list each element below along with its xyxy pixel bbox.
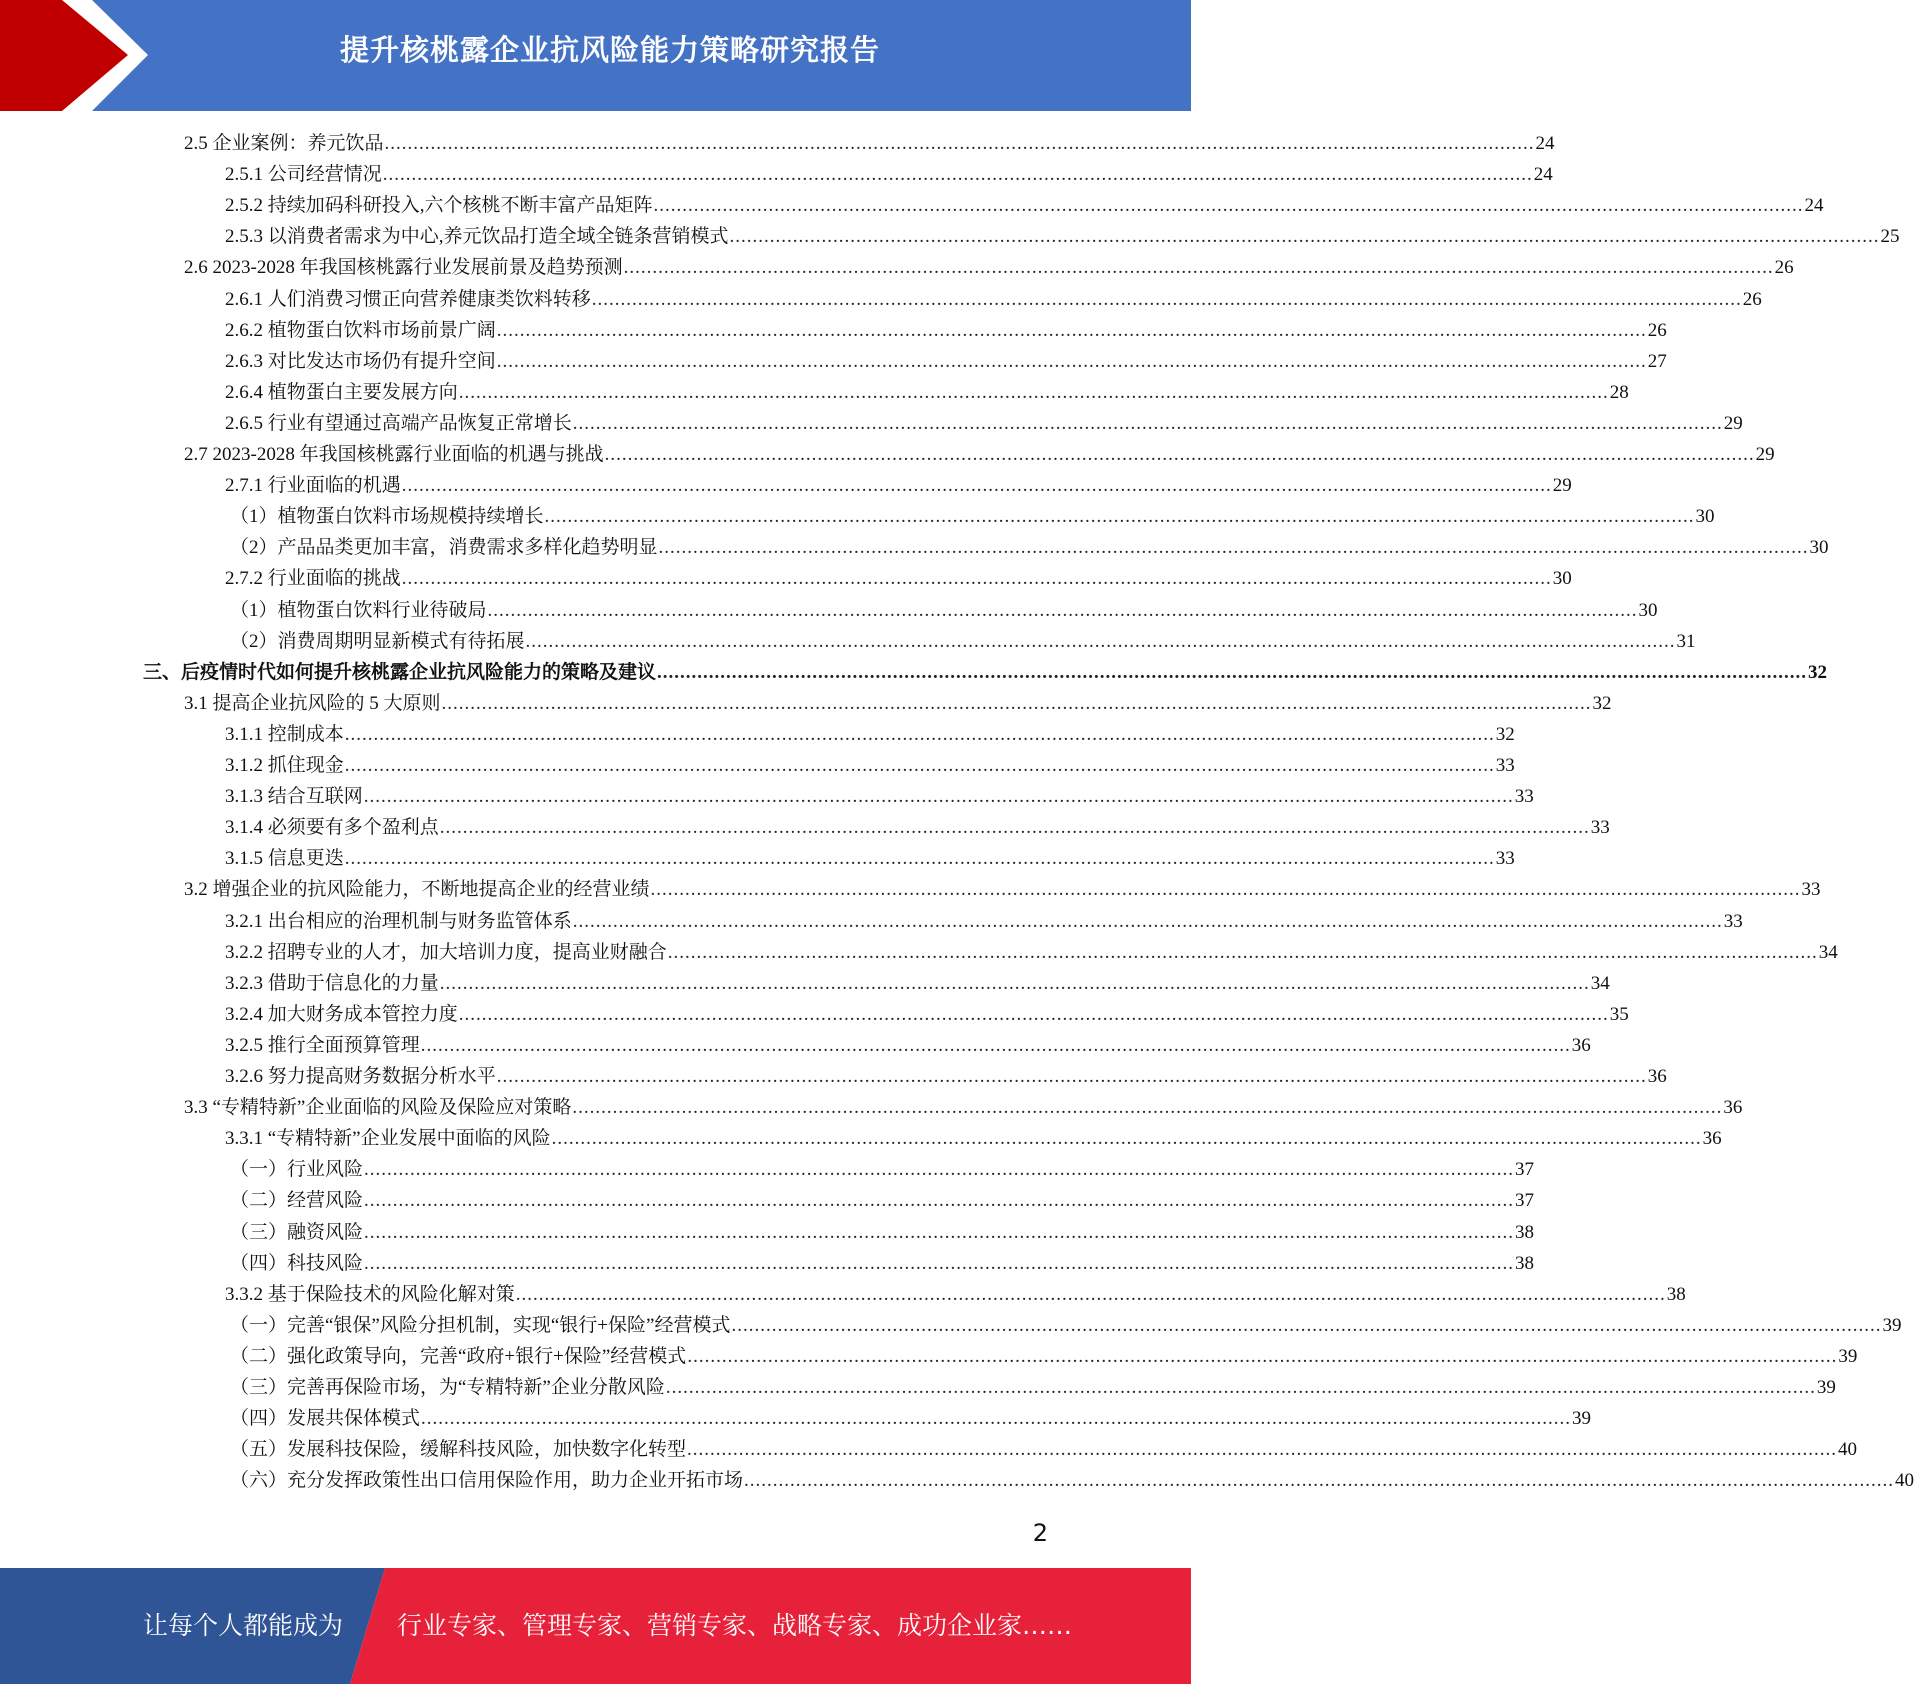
toc-leader-dots: ........................................................................................................................................................................................................	[525, 631, 1676, 652]
toc-entry-page: 24	[1804, 195, 1824, 216]
toc-entry[interactable]	[225, 315, 1667, 346]
toc-entry-title: （一）完善“银保”风险分担机制，实现“银行+保险”经营模式	[230, 1315, 731, 1336]
toc-entry-title: （六）充分发挥政策性出口信用保险作用，助力企业开拓市场	[230, 1470, 744, 1491]
toc-entry[interactable]	[184, 439, 1775, 470]
toc-entry-page: 32	[1808, 662, 1828, 683]
toc-entry-page: 25	[1880, 226, 1900, 247]
toc-entry-page: 30	[1638, 600, 1658, 621]
toc-entry-page: 26	[1742, 289, 1762, 310]
toc-entry[interactable]	[225, 843, 1515, 874]
toc-entry[interactable]	[230, 1372, 1836, 1403]
toc-leader-dots: ........................................................................................................................................................................................................	[364, 1253, 1515, 1274]
toc-entry-page: 38	[1515, 1253, 1535, 1274]
toc-entry-page: 36	[1571, 1035, 1591, 1056]
toc-entry-title: 2.5.1 公司经营情况	[225, 164, 382, 185]
toc-entry[interactable]	[184, 874, 1821, 905]
toc-entry-title: 三、后疫情时代如何提升核桃露企业抗风险能力的策略及建议	[143, 662, 657, 683]
toc-entry[interactable]	[230, 1465, 1914, 1496]
toc-entry[interactable]	[225, 906, 1743, 937]
toc-entry[interactable]	[225, 1279, 1686, 1310]
toc-entry-page: 29	[1755, 444, 1775, 465]
toc-entry-title: （四）发展共保体模式	[230, 1408, 421, 1429]
toc-entry-page: 33	[1514, 786, 1534, 807]
toc-leader-dots: ........................................................................................................................................................................................................	[441, 693, 1592, 714]
toc-leader-dots: ........................................................................................................................................................................................................	[551, 1128, 1702, 1149]
toc-leader-dots: ........................................................................................................................................................................................................	[364, 1159, 1515, 1180]
toc-entry-title: 2.7.2 行业面临的挑战	[225, 568, 401, 589]
toc-entry-page: 29	[1723, 413, 1743, 434]
toc-entry-title: 2.6.5 行业有望通过高端产品恢复正常增长	[225, 413, 572, 434]
toc-leader-dots: ........................................................................................................................................................................................................	[623, 257, 1774, 278]
toc-entry[interactable]	[225, 408, 1743, 439]
toc-entry-title: 3.1.4 必须要有多个盈利点	[225, 817, 439, 838]
toc-entry-title: 3.1.3 结合互联网	[225, 786, 363, 807]
toc-entry[interactable]	[230, 1185, 1535, 1216]
toc-entry[interactable]	[225, 1030, 1591, 1061]
toc-entry-title: 3.1 提高企业抗风险的 5 大原则	[184, 693, 441, 714]
toc-entry[interactable]	[225, 159, 1553, 190]
toc-entry-page: 34	[1590, 973, 1610, 994]
toc-leader-dots: ........................................................................................................................................................................................................	[382, 164, 1533, 185]
toc-entry-page: 33	[1723, 911, 1743, 932]
toc-entry[interactable]	[184, 252, 1794, 283]
toc-entry-title: 3.2.1 出台相应的治理机制与财务监管体系	[225, 911, 572, 932]
toc-entry-page: 28	[1609, 382, 1629, 403]
toc-leader-dots: ........................................................................................................................................................................................................	[364, 1190, 1515, 1211]
toc-entry[interactable]	[225, 377, 1629, 408]
toc-entry-page: 33	[1801, 879, 1821, 900]
toc-entry-page: 27	[1647, 351, 1667, 372]
toc-entry[interactable]	[230, 1341, 1858, 1372]
toc-entry-title: 3.1.2 抓住现金	[225, 755, 344, 776]
toc-entry-page: 39	[1816, 1377, 1836, 1398]
toc-entry-title: （2）消费周期明显新模式有待拓展	[230, 631, 525, 652]
toc-entry[interactable]	[230, 1434, 1858, 1465]
toc-entry-page: 31	[1676, 631, 1696, 652]
toc-entry-page: 39	[1882, 1315, 1902, 1336]
toc-entry[interactable]	[225, 1123, 1722, 1154]
toc-entry-title: 2.7.1 行业面临的机遇	[225, 475, 401, 496]
toc-entry-page: 26	[1774, 257, 1794, 278]
toc-leader-dots: ........................................................................................................................................................................................................	[657, 662, 1808, 683]
page-header	[0, 0, 1191, 111]
toc-leader-dots: ........................................................................................................................................................................................................	[687, 1346, 1838, 1367]
toc-entry-title: （二）经营风险	[230, 1190, 364, 1211]
toc-entry[interactable]	[230, 532, 1829, 563]
toc-leader-dots: ........................................................................................................................................................................................................	[496, 320, 1647, 341]
toc-leader-dots: ........................................................................................................................................................................................................	[653, 195, 1804, 216]
toc-entry[interactable]	[230, 595, 1658, 626]
toc-entry-page: 36	[1723, 1097, 1743, 1118]
toc-entry-page: 35	[1609, 1004, 1629, 1025]
toc-entry-title: （一）行业风险	[230, 1159, 364, 1180]
toc-leader-dots: ........................................................................................................................................................................................................	[667, 942, 1818, 963]
report-title: 提升核桃露企业抗风险能力策略研究报告	[339, 33, 880, 67]
toc-entry[interactable]	[225, 968, 1610, 999]
toc-entry[interactable]	[230, 501, 1715, 532]
toc-entry-title: 3.1.5 信息更迭	[225, 848, 344, 869]
toc-entry-title: 2.5.2 持续加码科研投入,六个核桃不断丰富产品矩阵	[225, 195, 653, 216]
toc-leader-dots: ........................................................................................................................................................................................................	[401, 568, 1552, 589]
toc-entry[interactable]	[230, 1217, 1535, 1248]
page-footer	[0, 1568, 1191, 1684]
toc-entry-title: （三）完善再保险市场，为“专精特新”企业分散风险	[230, 1377, 665, 1398]
toc-entry-page: 33	[1590, 817, 1610, 838]
toc-leader-dots: ........................................................................................................................................................................................................	[515, 1284, 1666, 1305]
toc-entry-title: 3.2.3 借助于信息化的力量	[225, 973, 439, 994]
toc-leader-dots: ........................................................................................................................................................................................................	[658, 537, 1809, 558]
toc-entry[interactable]	[225, 1061, 1667, 1092]
toc-entry[interactable]	[225, 221, 1900, 252]
toc-leader-dots: ........................................................................................................................................................................................................	[458, 382, 1609, 403]
toc-leader-dots: ........................................................................................................................................................................................................	[572, 1097, 1723, 1118]
toc-entry-page: 29	[1552, 475, 1572, 496]
toc-entry-page: 30	[1695, 506, 1715, 527]
toc-leader-dots: ........................................................................................................................................................................................................	[364, 1222, 1515, 1243]
toc-leader-dots: ........................................................................................................................................................................................................	[439, 817, 1590, 838]
footer-slogan-right: 行业专家、管理专家、营销专家、战略专家、成功企业家……	[397, 1611, 1073, 1640]
toc-entry-page: 24	[1533, 164, 1553, 185]
toc-entry-title: （1）植物蛋白饮料行业待破局	[230, 600, 487, 621]
toc-entry-title: （1）植物蛋白饮料市场规模持续增长	[230, 506, 544, 527]
toc-entry-page: 37	[1515, 1159, 1535, 1180]
toc-entry-page: 37	[1515, 1190, 1535, 1211]
toc-entry-page: 40	[1895, 1470, 1914, 1491]
toc-leader-dots: ........................................................................................................................................................................................................	[421, 1408, 1572, 1429]
toc-entry-title: 3.3 “专精特新”企业面临的风险及保险应对策略	[184, 1097, 572, 1118]
toc-leader-dots: ........................................................................................................................................................................................................	[650, 879, 1801, 900]
toc-entry[interactable]	[230, 1248, 1535, 1279]
toc-entry-title: 2.5 企业案例：养元饮品	[184, 133, 384, 154]
footer-slogan-left: 让每个人都能成为	[143, 1611, 344, 1640]
toc-leader-dots: ........................................................................................................................................................................................................	[591, 289, 1742, 310]
toc-entry[interactable]	[230, 1154, 1535, 1185]
toc-leader-dots: ........................................................................................................................................................................................................	[572, 413, 1723, 434]
toc-entry-page: 32	[1592, 693, 1612, 714]
toc-entry-title: 3.2 增强企业的抗风险能力，不断地提高企业的经营业绩	[184, 879, 650, 900]
toc-leader-dots: ........................................................................................................................................................................................................	[731, 1315, 1882, 1336]
toc-leader-dots: ........................................................................................................................................................................................................	[344, 755, 1495, 776]
toc-entry[interactable]	[230, 626, 1696, 657]
toc-entry[interactable]	[225, 750, 1515, 781]
toc-leader-dots: ........................................................................................................................................................................................................	[604, 444, 1755, 465]
toc-entry-title: （四）科技风险	[230, 1253, 364, 1274]
toc-entry-title: 2.6 2023-2028 年我国核桃露行业发展前景及趋势预测	[184, 257, 623, 278]
toc-leader-dots: ........................................................................................................................................................................................................	[420, 1035, 1571, 1056]
toc-leader-dots: ........................................................................................................................................................................................................	[744, 1470, 1895, 1491]
toc-entry[interactable]	[184, 1092, 1743, 1123]
toc-entry-title: 3.3.1 “专精特新”企业发展中面临的风险	[225, 1128, 551, 1149]
toc-leader-dots: ........................................................................................................................................................................................................	[544, 506, 1695, 527]
toc-leader-dots: ........................................................................................................................................................................................................	[384, 133, 1535, 154]
toc-leader-dots: ........................................................................................................................................................................................................	[665, 1377, 1816, 1398]
toc-entry-page: 39	[1838, 1346, 1858, 1367]
toc-entry[interactable]	[184, 688, 1612, 719]
toc-leader-dots: ........................................................................................................................................................................................................	[496, 351, 1647, 372]
toc-leader-dots: ........................................................................................................................................................................................................	[572, 911, 1723, 932]
toc-entry-title: 3.2.2 招聘专业的人才，加大培训力度，提高业财融合	[225, 942, 667, 963]
toc-leader-dots: ........................................................................................................................................................................................................	[496, 1066, 1647, 1087]
toc-entry[interactable]	[225, 470, 1572, 501]
toc-entry[interactable]	[225, 346, 1667, 377]
toc-entry-title: 3.3.2 基于保险技术的风险化解对策	[225, 1284, 515, 1305]
toc-entry-title: 3.1.1 控制成本	[225, 724, 344, 745]
toc-entry-page: 32	[1495, 724, 1515, 745]
page-number: 2	[1032, 1519, 1048, 1547]
toc-leader-dots: ........................................................................................................................................................................................................	[344, 724, 1495, 745]
toc-leader-dots: ........................................................................................................................................................................................................	[344, 848, 1495, 869]
toc-entry-title: 2.6.3 对比发达市场仍有提升空间	[225, 351, 496, 372]
toc-leader-dots: ........................................................................................................................................................................................................	[687, 1439, 1838, 1460]
toc-entry-title: 2.5.3 以消费者需求为中心,养元饮品打造全域全链条营销模式	[225, 226, 729, 247]
toc-entry-title: 3.2.4 加大财务成本管控力度	[225, 1004, 458, 1025]
toc-entry-page: 38	[1666, 1284, 1686, 1305]
toc-entry[interactable]	[184, 128, 1555, 159]
toc-entry-page: 36	[1702, 1128, 1722, 1149]
toc-entry[interactable]	[143, 657, 1828, 688]
toc-entry-title: 2.7 2023-2028 年我国核桃露行业面临的机遇与挑战	[184, 444, 604, 465]
toc-leader-dots: ........................................................................................................................................................................................................	[439, 973, 1590, 994]
toc-entry-title: 3.2.5 推行全面预算管理	[225, 1035, 420, 1056]
toc-leader-dots: ........................................................................................................................................................................................................	[401, 475, 1552, 496]
toc-entry-title: （二）强化政策导向，完善“政府+银行+保险”经营模式	[230, 1346, 687, 1367]
toc-entry[interactable]	[225, 563, 1572, 594]
toc-entry[interactable]	[225, 999, 1629, 1030]
toc-entry-title: 2.6.4 植物蛋白主要发展方向	[225, 382, 458, 403]
toc-entry[interactable]	[225, 284, 1762, 315]
toc-entry[interactable]	[225, 781, 1534, 812]
toc-leader-dots: ........................................................................................................................................................................................................	[458, 1004, 1609, 1025]
toc-entry-title: 2.6.1 人们消费习惯正向营养健康类饮料转移	[225, 289, 591, 310]
toc-entry-title: （五）发展科技保险，缓解科技风险，加快数字化转型	[230, 1439, 687, 1460]
toc-entry[interactable]	[225, 937, 1838, 968]
toc-leader-dots: ........................................................................................................................................................................................................	[729, 226, 1880, 247]
toc-entry-page: 33	[1495, 848, 1515, 869]
toc-leader-dots: ........................................................................................................................................................................................................	[363, 786, 1514, 807]
toc-entry[interactable]	[230, 1403, 1592, 1434]
toc-entry-title: 2.6.2 植物蛋白饮料市场前景广阔	[225, 320, 496, 341]
toc-entry-page: 38	[1515, 1222, 1535, 1243]
toc-entry-title: 3.2.6 努力提高财务数据分析水平	[225, 1066, 496, 1087]
toc-entry-page: 34	[1818, 942, 1838, 963]
toc-entry-page: 30	[1809, 537, 1829, 558]
toc-entry-page: 36	[1647, 1066, 1667, 1087]
toc-entry-page: 33	[1495, 755, 1515, 776]
toc-entry-page: 39	[1572, 1408, 1592, 1429]
toc-entry-page: 40	[1838, 1439, 1858, 1460]
toc-entry-page: 30	[1552, 568, 1572, 589]
toc-entry[interactable]	[225, 719, 1515, 750]
toc-entry[interactable]	[230, 1310, 1902, 1341]
toc-entry[interactable]	[225, 190, 1824, 221]
toc-leader-dots: ........................................................................................................................................................................................................	[487, 600, 1638, 621]
toc-entry-title: （2）产品品类更加丰富，消费需求多样化趋势明显	[230, 537, 658, 558]
toc-entry-page: 26	[1647, 320, 1667, 341]
toc-entry-page: 24	[1535, 133, 1555, 154]
toc-entry[interactable]	[225, 812, 1610, 843]
toc-entry-title: （三）融资风险	[230, 1222, 364, 1243]
